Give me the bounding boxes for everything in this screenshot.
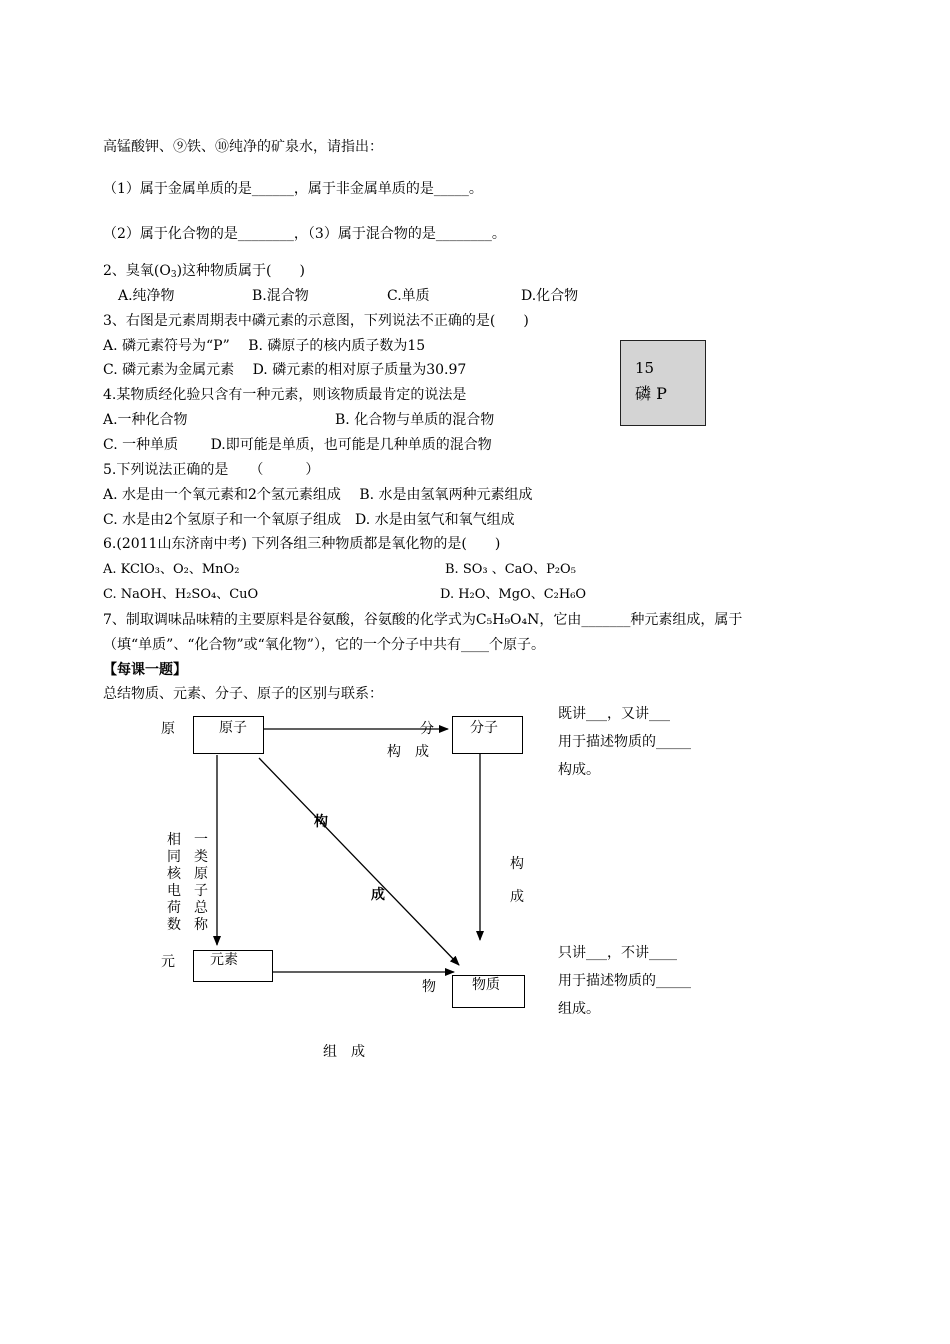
fen-label: 分 [420, 721, 434, 737]
q3-options-ab: A. 磷元素符号为“P” B. 磷原子的核内质子数为15 [103, 338, 426, 354]
q6-option-c: C. NaOH、H₂SO₄、CuO [103, 587, 259, 602]
right-cheng-label: 成 [510, 889, 524, 905]
q7-line2: （填“单质”、“化合物”或“氧化物”），它的一个分子中共有____个原子。 [103, 637, 545, 653]
q2-option-b: B.混合物 [252, 288, 309, 304]
q2-stem-sub: 3 [170, 270, 177, 280]
note-bottom-line2: 用于描述物质的_____ [558, 973, 691, 989]
q6-stem: 6.(2011山东济南中考) 下列各组三种物质都是氧化物的是( ) [103, 536, 501, 552]
q6-option-b: B. SO₃ 、CaO、P₂O₅ [445, 562, 576, 577]
vertical-label-atom-class: 一类原子总称 [194, 832, 208, 933]
q5-stem: 5.下列说法正确的是 （ ） [103, 462, 320, 478]
note-top-line3: 构成。 [558, 762, 600, 778]
q2-option-d: D.化合物 [521, 288, 579, 304]
note-bottom-line1: 只讲___，不讲____ [558, 945, 677, 961]
element-label: 元素 [210, 952, 238, 968]
section-prompt: 总结物质、元素、分子、原子的区别与联系： [103, 686, 383, 702]
note-top-line2: 用于描述物质的_____ [558, 734, 691, 750]
right-gou-label: 构 [510, 856, 524, 872]
q1-intro: 高锰酸钾、⑨铁、⑩纯净的矿泉水，请指出： [103, 139, 383, 155]
q6-option-a: A. KClO₃、O₂、MnO₂ [103, 562, 240, 577]
arrow-atom-to-substance [259, 758, 459, 965]
zucheng-label: 组 成 [323, 1044, 365, 1060]
q6-option-d: D. H₂O、MgO、C₂H₆O [440, 587, 587, 602]
diagonal-cheng-label: 成 [371, 887, 385, 903]
q1-line1: （1）属于金属单质的是______，属于非金属单质的是_____。 [103, 181, 483, 197]
q1-line2: （2）属于化合物的是________，（3）属于混合物的是________。 [103, 226, 506, 242]
goucheng-top-label: 构 成 [387, 744, 429, 760]
left-label-bottom: 元 [161, 954, 175, 970]
q4-options-cd: C. 一种单质 D.即可能是单质，也可能是几种单质的混合物 [103, 437, 492, 453]
molecule-label: 分子 [470, 720, 498, 736]
q2-stem-b: )这种物质属于( ) [176, 263, 305, 279]
vertical-label-same-nuclear-charge: 相同核电荷数 [167, 832, 181, 933]
q2-option-a: A.纯净物 [118, 288, 175, 304]
q4-option-b: B. 化合物与单质的混合物 [335, 412, 495, 428]
q5-options-ab: A. 水是由一个氧元素和2个氢元素组成 B. 水是由氢氧两种元素组成 [103, 487, 533, 503]
q2-option-c: C.单质 [387, 288, 430, 304]
q4-stem: 4.某物质经化验只含有一种元素，则该物质最肯定的说法是 [103, 387, 467, 403]
left-label-top: 原 [161, 721, 175, 737]
q7-line1: 7、制取调味品味精的主要原料是谷氨酸，谷氨酸的化学式为C₅H₉O₄N，它由_______种元素组成，属于 [103, 612, 743, 628]
note-bottom-line3: 组成。 [558, 1001, 600, 1017]
substance-label: 物质 [472, 977, 500, 993]
q5-options-cd: C. 水是由2个氢原子和一个氧原子组成 D. 水是由氢气和氧气组成 [103, 512, 515, 528]
q3-options-cd: C. 磷元素为金属元素 D. 磷元素的相对原子质量为30.97 [103, 362, 467, 378]
atom-label: 原子 [219, 720, 247, 736]
note-top-line1: 既讲___，又讲___ [558, 706, 670, 722]
atomic-number: 15 [635, 359, 655, 377]
q3-stem: 3、右图是元素周期表中磷元素的示意图，下列说法不正确的是( ) [103, 313, 529, 329]
diagonal-gou-label: 构 [314, 814, 328, 830]
q2-stem-a: 2、臭氧(O [103, 263, 171, 279]
section-title: 【每课一题】 [103, 662, 187, 678]
wu-label: 物 [422, 979, 436, 995]
q4-option-a: A.一种化合物 [103, 412, 188, 428]
element-name-symbol: 磷 P [635, 384, 667, 403]
